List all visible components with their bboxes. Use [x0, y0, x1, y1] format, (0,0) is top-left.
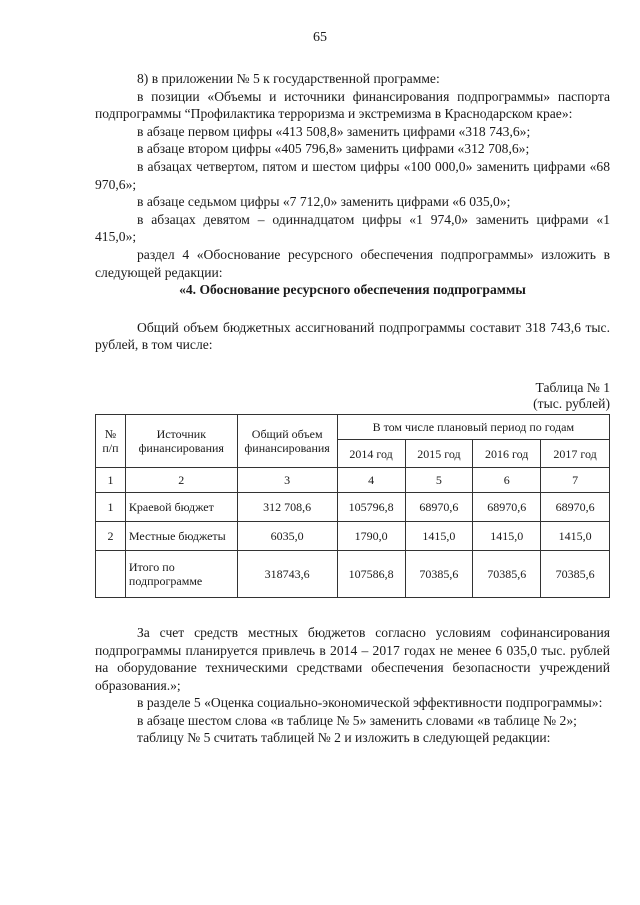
table-cell: 1415,0 — [541, 521, 610, 550]
table-numbering-row — [96, 467, 610, 492]
table-cell: Итого по подпрограмме — [125, 550, 237, 597]
header-year: 2017 год — [541, 440, 610, 468]
table-row — [96, 550, 610, 597]
table-cell: 68970,6 — [541, 492, 610, 521]
table-row — [96, 521, 610, 550]
table-caption — [95, 380, 610, 412]
table-cell: 1 — [96, 467, 126, 492]
table-cell: 6 — [473, 467, 541, 492]
paragraph: в абзаце шестом слова «в таблице № 5» заменить словами «в таблице № 2»; — [137, 712, 577, 728]
table-cell: 68970,6 — [473, 492, 541, 521]
paragraph: в абзаце первом цифры «413 508,8» заменить цифрами «318 743,6»; — [137, 123, 531, 139]
header-year: 2014 год — [337, 440, 405, 468]
header-year: 2016 год — [473, 440, 541, 468]
section-heading: «4. Обоснование ресурсного обеспечения подпрограммы — [179, 282, 526, 298]
table-cell: Краевой бюджет — [125, 492, 237, 521]
header-total: Общий объем финансирования — [237, 414, 337, 467]
table-cell: 105796,8 — [337, 492, 405, 521]
table-cell: 1790,0 — [337, 521, 405, 550]
table-cell: 70385,6 — [541, 550, 610, 597]
table-cell: 7 — [541, 467, 610, 492]
table-title: Таблица № 1 — [535, 379, 610, 395]
paragraph: в абзацах четвертом, пятом и шестом цифры «100 000,0» заменить цифрами «68 970,6»; — [95, 158, 610, 192]
header-year: 2015 год — [405, 440, 473, 468]
intro-paragraph: Общий объем бюджетных ассигнований подпрограммы составит 318 743,6 тыс. рублей, в том числе: — [95, 319, 610, 353]
header-years-group: В том числе плановый период по годам — [337, 414, 609, 439]
paragraph: в абзаце втором цифры «405 796,8» заменить цифрами «312 708,6»; — [137, 141, 530, 157]
paragraph: в позиции «Объемы и источники финансирования подпрограммы» паспорта подпрограммы “Профилактика терроризма и экстремизма в Краснодарском крае»: — [95, 88, 610, 122]
table-cell: 318743,6 — [237, 550, 337, 597]
paragraph: таблицу № 5 считать таблицей № 2 и изложить в следующей редакции: — [137, 730, 551, 746]
table-cell: 1415,0 — [473, 521, 541, 550]
table-cell: 1415,0 — [405, 521, 473, 550]
paragraph: в абзацах девятом – одиннадцатом цифры «1 974,0» заменить цифрами «1 415,0»; — [95, 211, 610, 245]
table-cell: 6035,0 — [237, 521, 337, 550]
table-cell: 4 — [337, 467, 405, 492]
table-cell: 2 — [96, 521, 126, 550]
table-cell: 107586,8 — [337, 550, 405, 597]
paragraph: раздел 4 «Обоснование ресурсного обеспечения подпрограммы» изложить в следующей редакции: — [95, 246, 610, 280]
table-units: (тыс. рублей) — [533, 395, 610, 411]
table-cell — [96, 550, 126, 597]
table-cell: 70385,6 — [473, 550, 541, 597]
paragraph: За счет средств местных бюджетов согласно условиям софинансирования подпрограммы планируется привлечь в 2014 – 2017 годах не менее 6 035,0 тыс. рублей на оборудование техническими средствами обеспечения безопасности учреждений образования.»; — [95, 624, 610, 693]
table-cell: 3 — [237, 467, 337, 492]
page-number: 65 — [313, 30, 327, 45]
financing-table — [95, 414, 610, 598]
table-cell: 2 — [125, 467, 237, 492]
paragraph: в разделе 5 «Оценка социально-экономической эффективности подпрограммы»: — [137, 695, 603, 711]
paragraph: 8) в приложении № 5 к государственной программе: — [137, 71, 440, 86]
header-source: Источник финансирования — [125, 414, 237, 467]
table-cell: 5 — [405, 467, 473, 492]
table-cell: 312 708,6 — [237, 492, 337, 521]
table-header-row — [96, 414, 610, 439]
header-num: № п/п — [96, 414, 126, 467]
paragraph: в абзаце седьмом цифры «7 712,0» заменить цифрами «6 035,0»; — [137, 194, 511, 210]
document-body — [95, 70, 610, 747]
table-row — [96, 492, 610, 521]
table-cell: 70385,6 — [405, 550, 473, 597]
table-cell: Местные бюджеты — [125, 521, 237, 550]
table-cell: 1 — [96, 492, 126, 521]
table-cell: 68970,6 — [405, 492, 473, 521]
